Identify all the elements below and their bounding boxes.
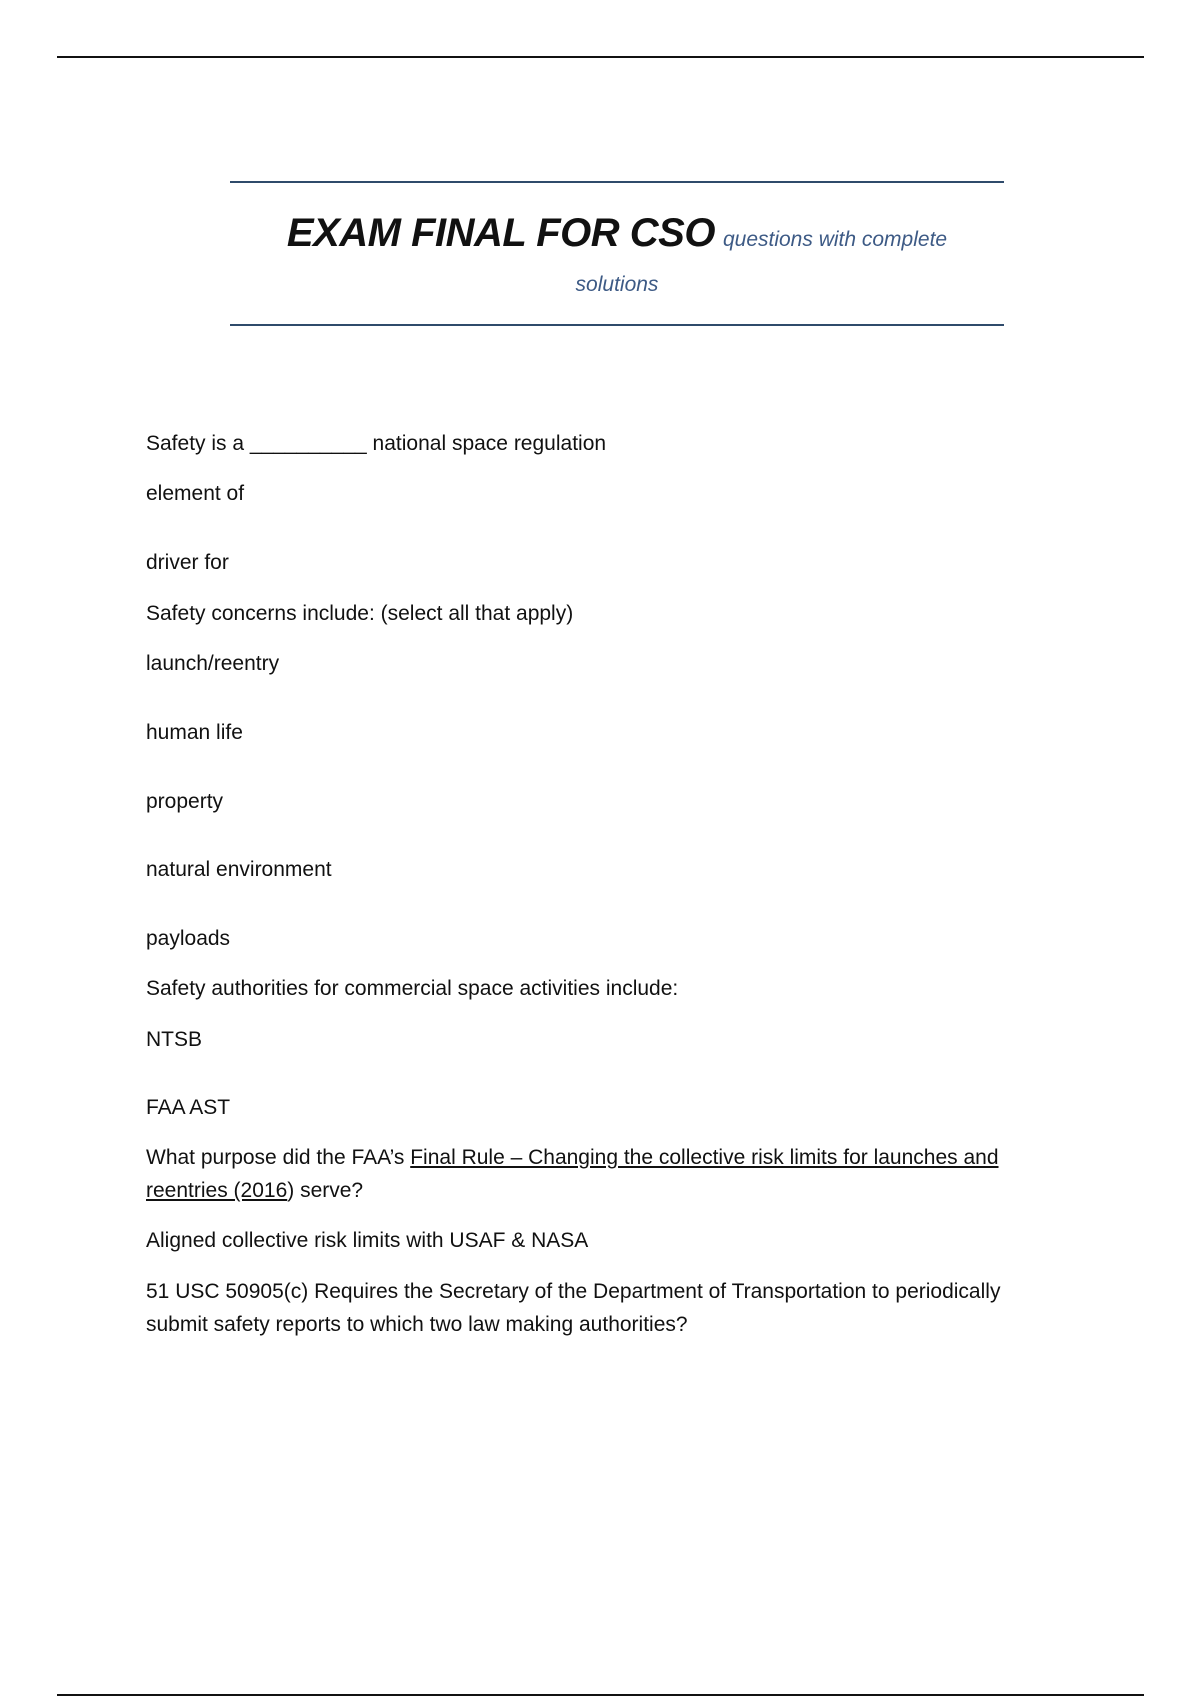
question-1-suffix: national space regulation [372,432,607,455]
answer-1-option-b: driver for [146,551,229,574]
question-2: Safety concerns include: (select all that apply) [146,602,574,625]
answer-1-option-a: element of [146,482,245,505]
question-4-suffix: ) serve? [287,1179,364,1202]
title-block [230,181,1004,327]
question-3: Safety authorities for commercial space activities include: [146,977,679,1000]
answer-2-item: launch/reentry [146,652,280,675]
answer-2-item: natural environment [146,858,332,881]
document-title: EXAM FINAL FOR CSO [286,211,715,255]
page-top-rule [57,56,1144,58]
answer-3-item: FAA AST [146,1096,231,1119]
question-4-prefix: What purpose did the FAA’s [146,1146,405,1169]
answer-2-item: payloads [146,927,231,950]
question-1-blank: __________ [249,432,367,455]
question-4-rule-title: Final Rule – Changing the collective risk limits for launches and [410,1146,999,1169]
question-5-line-1: 51 USC 50905(c) Requires the Secretary of the Department of Transportation to periodically [146,1280,1001,1303]
question-4-line-1 [146,1141,1076,1174]
question-1 [146,427,1076,460]
question-1-prefix: Safety is a [146,432,245,455]
question-4-rule-title-continued: reentries (2016 [146,1179,288,1202]
answer-3-item: NTSB [146,1028,203,1051]
page-bottom-rule [57,1694,1144,1696]
question-4-line-2 [146,1174,1076,1207]
document-subtitle-continued: solutions [575,273,659,296]
question-5-line-2: submit safety reports to which two law making authorities? [146,1313,688,1336]
title-upper-rule [230,181,1004,183]
title-line [230,211,1004,256]
answer-4: Aligned collective risk limits with USAF & NASA [146,1229,589,1252]
answer-2-item: human life [146,721,243,744]
title-lower-rule [230,324,1004,326]
answer-2-item: property [146,790,224,813]
document-subtitle: questions with complete [722,228,948,251]
